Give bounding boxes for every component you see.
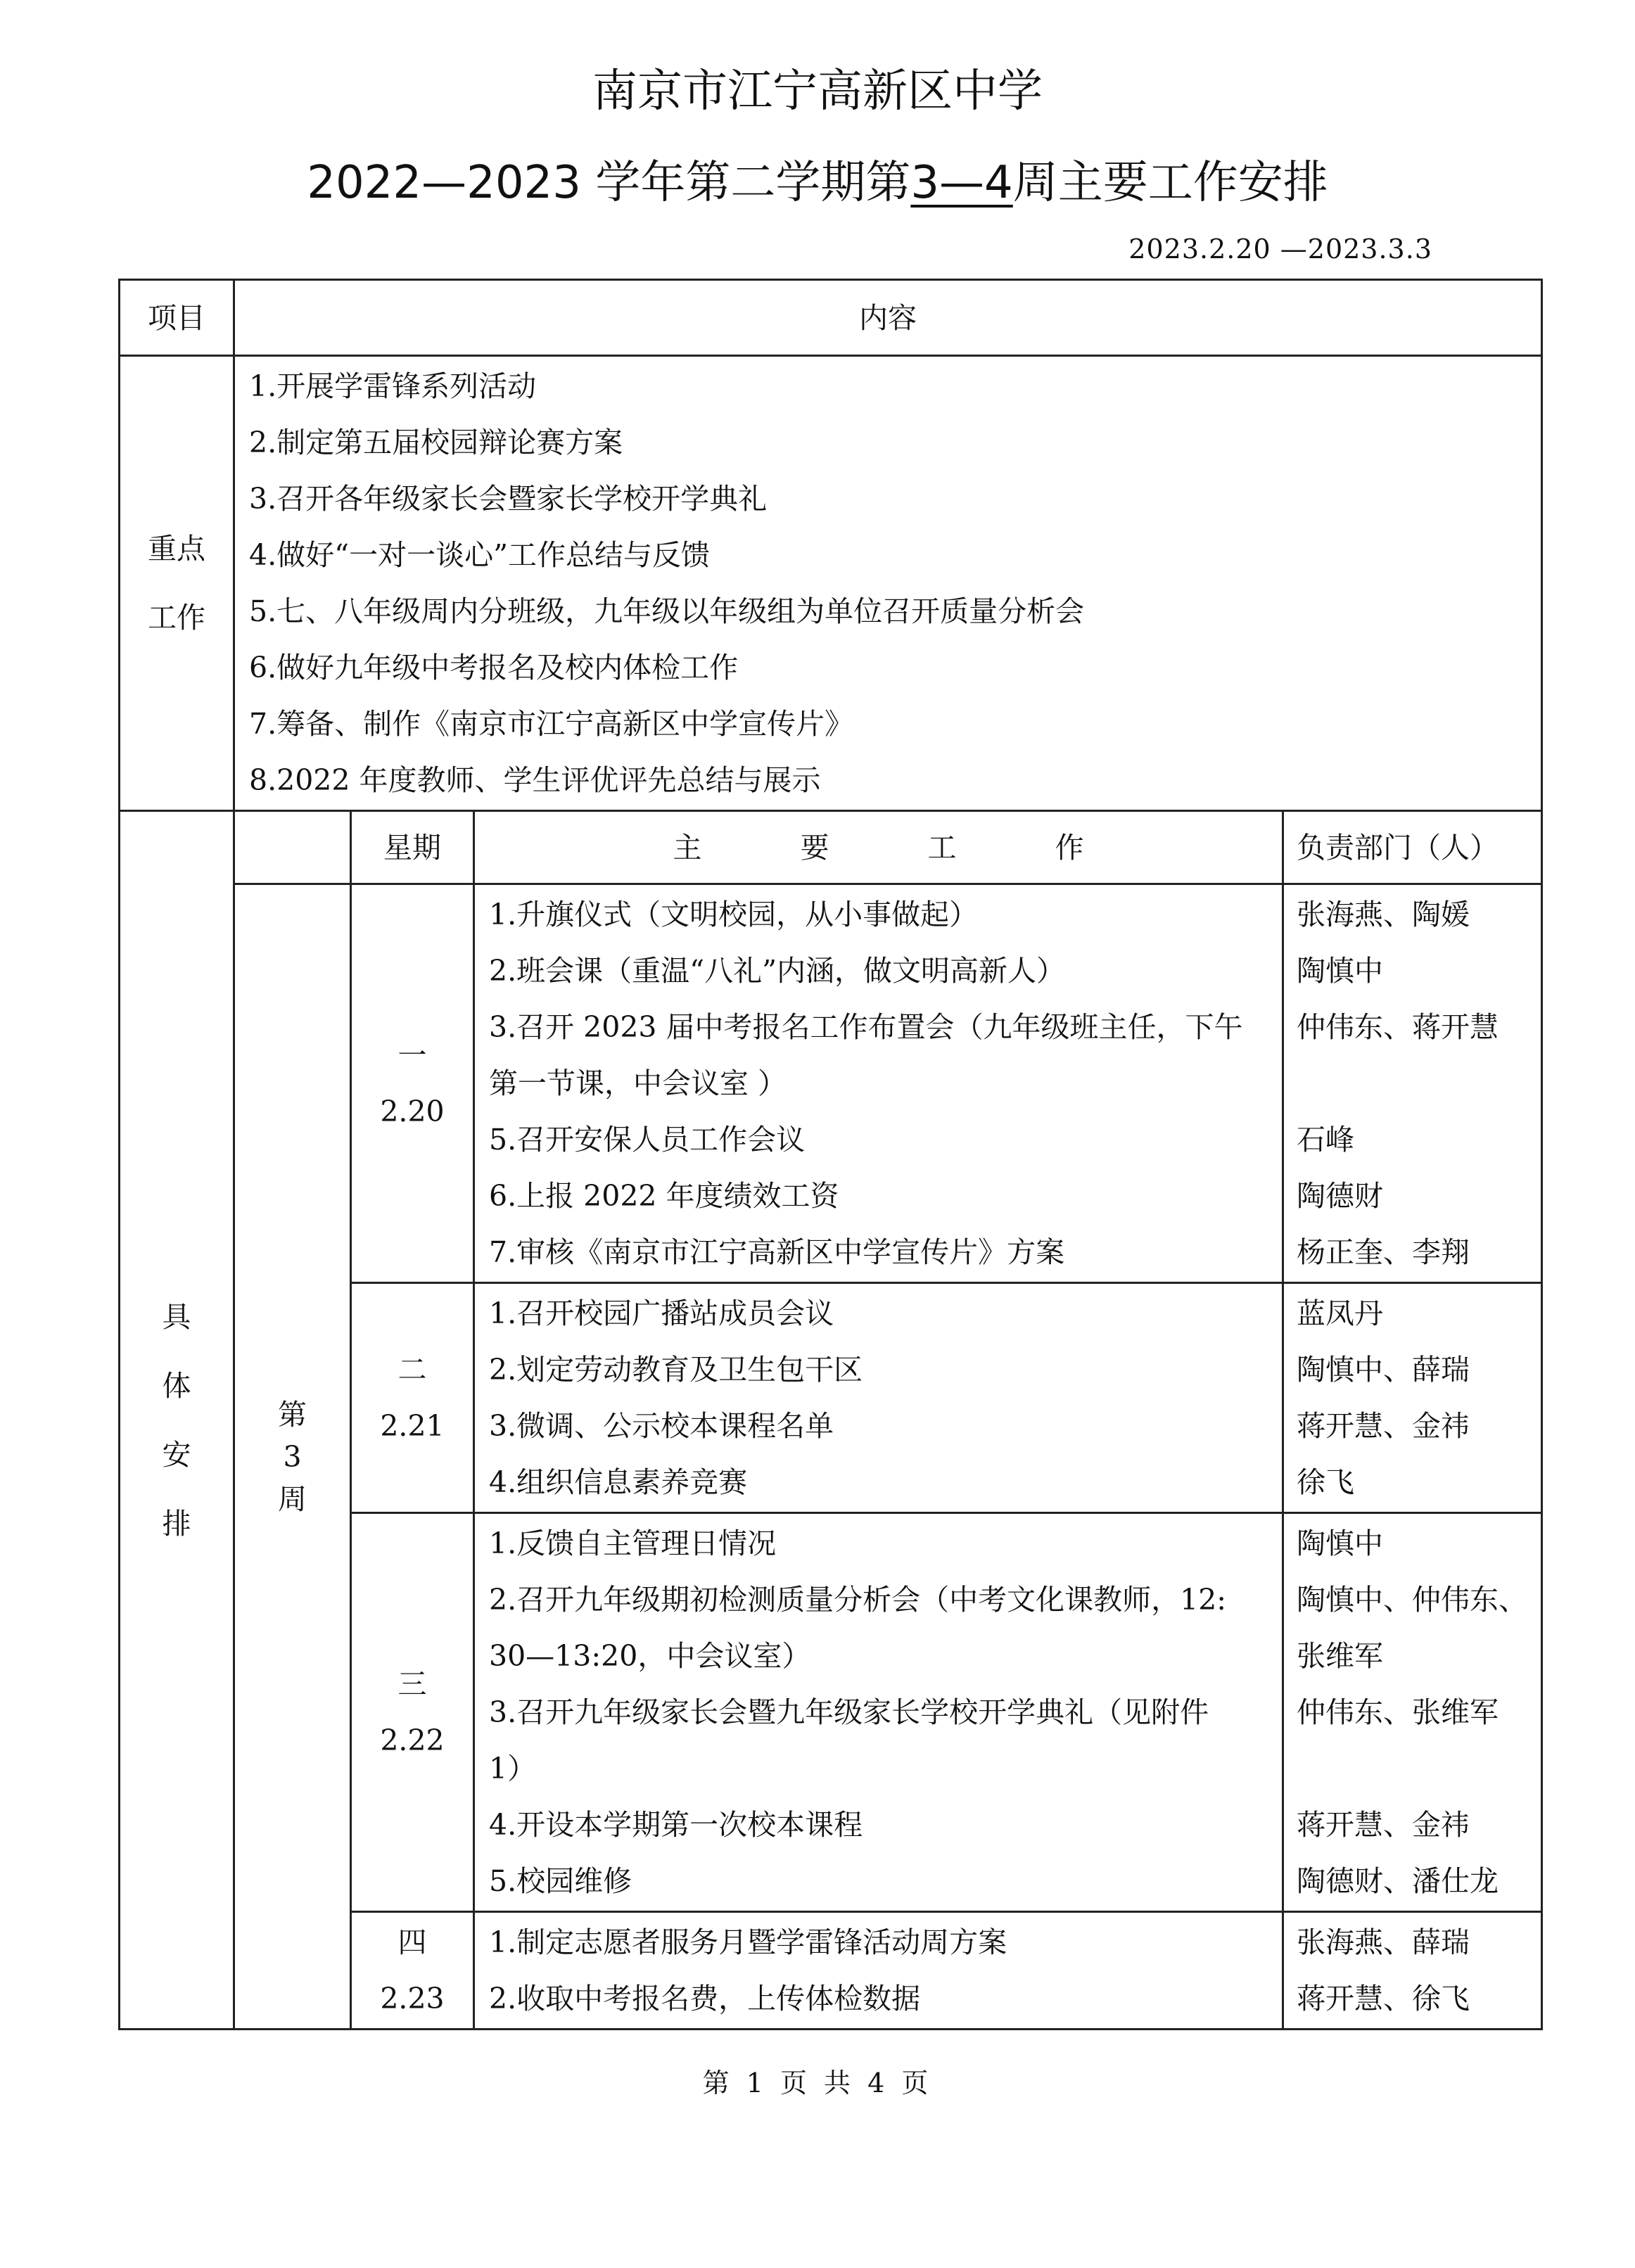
main-work-header-char: 工 bbox=[927, 830, 957, 865]
work-item: 2.班会课（重温“八礼”内涵，做文明高新人） bbox=[489, 954, 1066, 988]
work-item: 3.召开九年级家长会暨九年级家长学校开学典礼（见附件 bbox=[489, 1695, 1209, 1729]
key-work-item: 4.做好“一对一谈心”工作总结与反馈 bbox=[249, 538, 711, 572]
resp-item: 张海燕、陶媛 bbox=[1297, 898, 1470, 931]
resp-item: 杨正奎、李翔 bbox=[1297, 1235, 1470, 1269]
resp-item: 仲伟东、张维军 bbox=[1297, 1695, 1499, 1729]
day-work-list bbox=[474, 1513, 1283, 1912]
week-header-empty bbox=[234, 811, 351, 884]
resp-item: 陶慎中 bbox=[1297, 1527, 1383, 1560]
resp-item: 陶慎中、薛瑞 bbox=[1297, 1353, 1470, 1387]
day-name: 三 bbox=[397, 1667, 427, 1701]
main-work-header bbox=[474, 811, 1283, 884]
resp-item: 蓝凤丹 bbox=[1297, 1297, 1383, 1330]
day-date: 2.21 bbox=[380, 1409, 445, 1443]
key-work-label bbox=[120, 356, 234, 811]
day-name: 一 bbox=[397, 1038, 427, 1072]
work-item: 1.召开校园广播站成员会议 bbox=[489, 1297, 834, 1330]
day-resp-list bbox=[1283, 1912, 1542, 2030]
week-label-char: 3 bbox=[283, 1439, 302, 1474]
resp-item: 蒋开慧、金祎 bbox=[1297, 1808, 1470, 1842]
subtitle-week-range: 3—4 bbox=[910, 157, 1013, 209]
resp-item: 张维军 bbox=[1297, 1639, 1383, 1673]
dept-header: 负责部门（人） bbox=[1283, 811, 1542, 884]
schedule-header-row bbox=[120, 811, 1542, 884]
work-item: 30—13:20，中会议室） bbox=[489, 1639, 811, 1673]
date-range: 2023.2.20 —2023.3.3 bbox=[1128, 234, 1432, 265]
page-number: 第 1 页 共 4 页 bbox=[702, 2068, 933, 2098]
resp-item: 陶德财 bbox=[1297, 1179, 1383, 1213]
schedule-label bbox=[120, 811, 234, 2030]
work-item: 4.组织信息素养竞赛 bbox=[489, 1465, 748, 1499]
schedule-label-char: 排 bbox=[162, 1506, 191, 1541]
week-label-char: 第 bbox=[278, 1397, 307, 1432]
key-work-list bbox=[234, 356, 1542, 811]
day-cell bbox=[351, 1912, 474, 2030]
resp-item: 陶慎中 bbox=[1297, 954, 1383, 988]
work-item: 2.召开九年级期初检测质量分析会（中考文化课教师，12: bbox=[489, 1583, 1227, 1617]
key-work-label-2: 工作 bbox=[148, 601, 205, 635]
key-work-item: 2.制定第五届校园辩论赛方案 bbox=[249, 426, 623, 459]
weekday-header: 星期 bbox=[351, 811, 474, 884]
table-header-row bbox=[120, 280, 1542, 356]
resp-item: 陶慎中、仲伟东、 bbox=[1297, 1583, 1527, 1617]
work-item: 3.召开 2023 届中考报名工作布置会（九年级班主任，下午 bbox=[489, 1010, 1243, 1044]
key-work-item: 6.做好九年级中考报名及校内体检工作 bbox=[249, 651, 739, 684]
key-work-label-1: 重点 bbox=[148, 532, 205, 566]
subtitle-suffix: 周主要工作安排 bbox=[1012, 157, 1328, 209]
day-date: 2.23 bbox=[380, 1982, 445, 2015]
resp-item bbox=[1297, 1055, 1541, 1111]
schedule-label-char: 体 bbox=[162, 1368, 191, 1403]
resp-item: 仲伟东、蒋开慧 bbox=[1297, 1010, 1499, 1044]
work-item: 5.校园维修 bbox=[489, 1864, 632, 1898]
resp-item: 蒋开慧、金祎 bbox=[1297, 1409, 1470, 1443]
key-work-row bbox=[120, 356, 1542, 811]
day-resp-list bbox=[1283, 1513, 1542, 1912]
day-row-mon bbox=[120, 884, 1542, 1283]
work-item: 1.升旗仪式（文明校园，从小事做起） bbox=[489, 898, 979, 931]
key-work-item: 7.筹备、制作《南京市江宁高新区中学宣传片》 bbox=[249, 707, 854, 741]
key-work-item: 1.开展学雷锋系列活动 bbox=[249, 369, 537, 403]
work-item: 3.微调、公示校本课程名单 bbox=[489, 1409, 834, 1443]
work-item: 6.上报 2022 年度绩效工资 bbox=[489, 1179, 839, 1213]
day-work-list bbox=[474, 884, 1283, 1283]
schedule-label-char: 具 bbox=[162, 1299, 191, 1334]
main-work-header-char: 作 bbox=[1055, 830, 1084, 865]
day-cell bbox=[351, 1283, 474, 1513]
week-label-char: 周 bbox=[278, 1482, 307, 1516]
day-cell bbox=[351, 1513, 474, 1912]
work-item: 2.划定劳动教育及卫生包干区 bbox=[489, 1353, 863, 1387]
resp-item bbox=[1297, 1740, 1541, 1797]
work-item: 1） bbox=[489, 1752, 537, 1785]
header-content: 内容 bbox=[234, 280, 1542, 356]
day-work-list bbox=[474, 1912, 1283, 2030]
day-date: 2.20 bbox=[380, 1095, 445, 1128]
main-work-header-char: 主 bbox=[673, 830, 702, 865]
resp-item: 蒋开慧、徐飞 bbox=[1297, 1982, 1470, 2015]
resp-item: 石峰 bbox=[1297, 1123, 1354, 1157]
work-item: 第一节课，中会议室 ） bbox=[489, 1066, 787, 1100]
schedule-label-char: 安 bbox=[162, 1437, 191, 1472]
key-work-item: 3.召开各年级家长会暨家长学校开学典礼 bbox=[249, 482, 768, 516]
header-item: 项目 bbox=[120, 280, 234, 356]
resp-item: 徐飞 bbox=[1297, 1465, 1354, 1499]
work-item: 2.收取中考报名费，上传体检数据 bbox=[489, 1982, 921, 2015]
week-label bbox=[234, 884, 351, 2030]
day-resp-list bbox=[1283, 1283, 1542, 1513]
work-item: 5.召开安保人员工作会议 bbox=[489, 1123, 806, 1157]
resp-item: 陶德财、潘仕龙 bbox=[1297, 1864, 1499, 1898]
work-item: 7.审核《南京市江宁高新区中学宣传片》方案 bbox=[489, 1235, 1065, 1269]
subtitle-prefix: 2022—2023 学年第二学期第 bbox=[307, 157, 911, 209]
key-work-item: 8.2022 年度教师、学生评优评先总结与展示 bbox=[249, 763, 821, 797]
page-title: 南京市江宁高新区中学 bbox=[592, 65, 1043, 117]
work-item: 1.制定志愿者服务月暨学雷锋活动周方案 bbox=[489, 1925, 1007, 1959]
main-work-header-char: 要 bbox=[800, 830, 829, 865]
day-name: 二 bbox=[397, 1353, 427, 1387]
work-item: 4.开设本学期第一次校本课程 bbox=[489, 1808, 863, 1842]
day-work-list bbox=[474, 1283, 1283, 1513]
day-date: 2.22 bbox=[380, 1724, 445, 1757]
resp-item: 张海燕、薛瑞 bbox=[1297, 1925, 1470, 1959]
page-subtitle bbox=[0, 146, 1635, 211]
work-item: 1.反馈自主管理日情况 bbox=[489, 1527, 777, 1560]
day-cell bbox=[351, 884, 474, 1283]
day-resp-list bbox=[1283, 884, 1542, 1283]
key-work-item: 5.七、八年级周内分班级，九年级以年级组为单位召开质量分析会 bbox=[249, 594, 1085, 628]
day-name: 四 bbox=[397, 1925, 427, 1959]
schedule-table bbox=[118, 279, 1543, 2030]
